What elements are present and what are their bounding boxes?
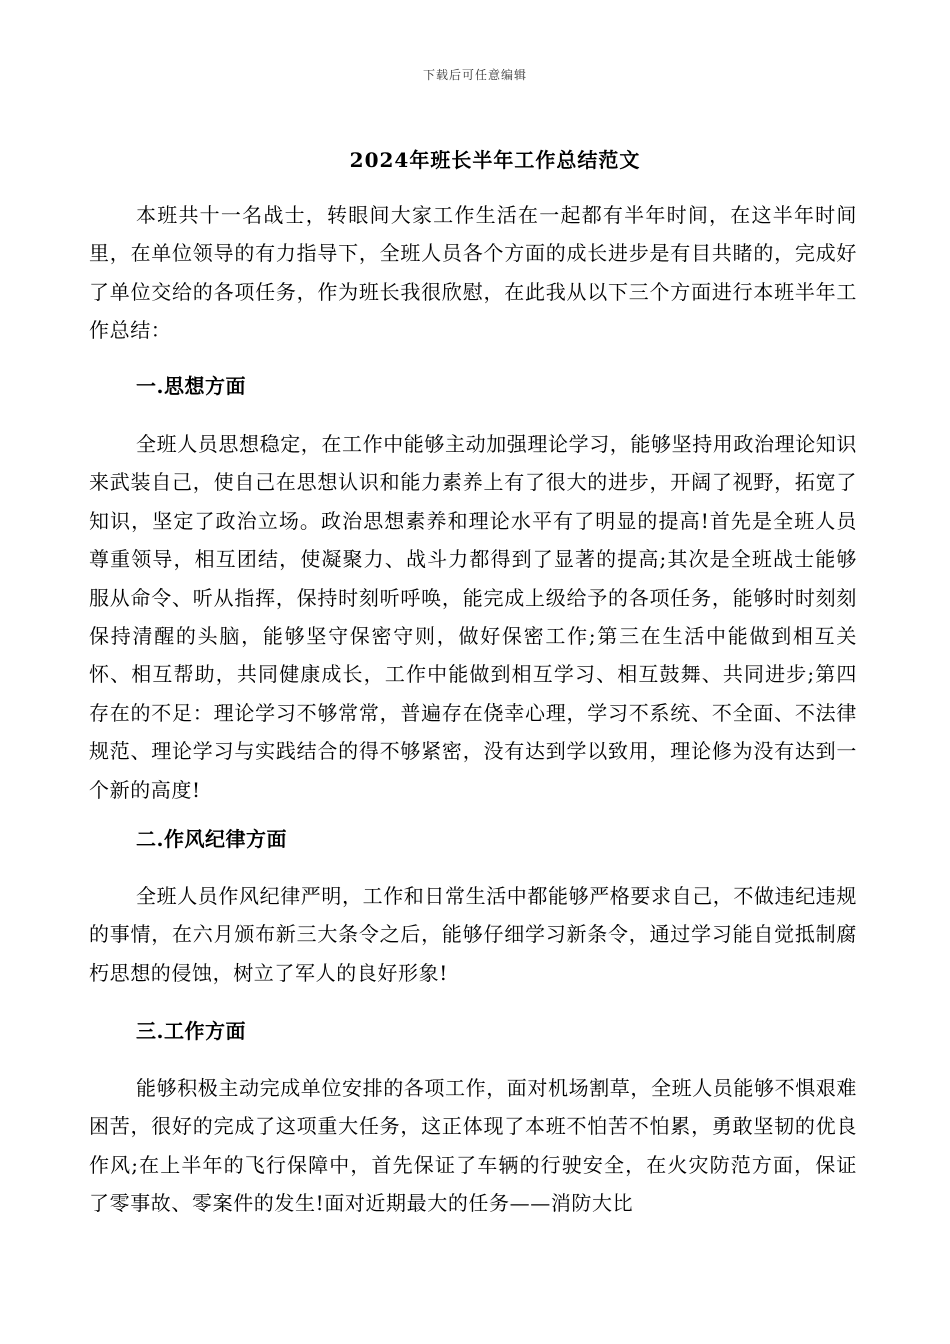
paragraph-thought: 全班人员思想稳定，在工作中能够主动加强理论学习，能够坚持用政治理论知识来武装自己，使自己在思想认识和能力素养上有了很大的进步，开阔了视野，拓宽了知识，坚定了政治立场。政治思想素养和理论水平有了明显的提高!首先是全班人员尊重领导，相互团结，使凝聚力、战斗力都得到了显著的提高;其次是全班战士能够服从命令、听从指挥，保持时刻听呼唤，能完成上级给予的各项任务，能够时时刻刻保持清醒的头脑，能够坚守保密守则，做好保密工作;第三在生活中能做到相互关怀、相互帮助，共同健康成长，工作中能做到相互学习、相互鼓舞、共同进步;第四存在的不足：理论学习不够常常，普遍存在侥幸心理，学习不系统、不全面、不法律规范、理论学习与实践结合的得不够紧密，没有达到学以致用，理论修为没有达到一个新的高度! [89,432,857,802]
intro-block [89,196,857,350]
paragraph-discipline: 全班人员作风纪律严明，工作和日常生活中都能够严格要求自己，不做违纪违规的事情，在六月颁布新三大条令之后，能够仔细学习新条令，通过学习能自觉抵制腐朽思想的侵蚀，树立了军人的良好形象! [89,884,857,985]
intro-paragraph: 本班共十一名战士，转眼间大家工作生活在一起都有半年时间，在这半年时间里，在单位领导的有力指导下，全班人员各个方面的成长进步是有目共睹的，完成好了单位交给的各项任务，作为班长我很欣慰，在此我从以下三个方面进行本班半年工作总结： [89,203,857,343]
document-title: 2024年班长半年工作总结范文 [349,148,641,172]
section-body-discipline [89,877,857,992]
section-heading-thought: 一.思想方面 [136,374,246,398]
section-body-work [89,1069,857,1223]
header-note: 下载后可任意编辑 [422,68,527,82]
section-heading-discipline: 二.作风纪律方面 [136,827,287,851]
paragraph-work: 能够积极主动完成单位安排的各项工作，面对机场割草，全班人员能够不惧艰难困苦，很好的完成了这项重大任务，这正体现了本班不怕苦不怕累，勇敢坚韧的优良作风;在上半年的飞行保障中，首先保证了车辆的行驶安全，在火灾防范方面，保证了零事故、零案件的发生!面对近期最大的任务——消防大比 [89,1076,857,1216]
section-heading-work: 三.工作方面 [136,1019,246,1043]
section-body-thought [89,425,857,809]
